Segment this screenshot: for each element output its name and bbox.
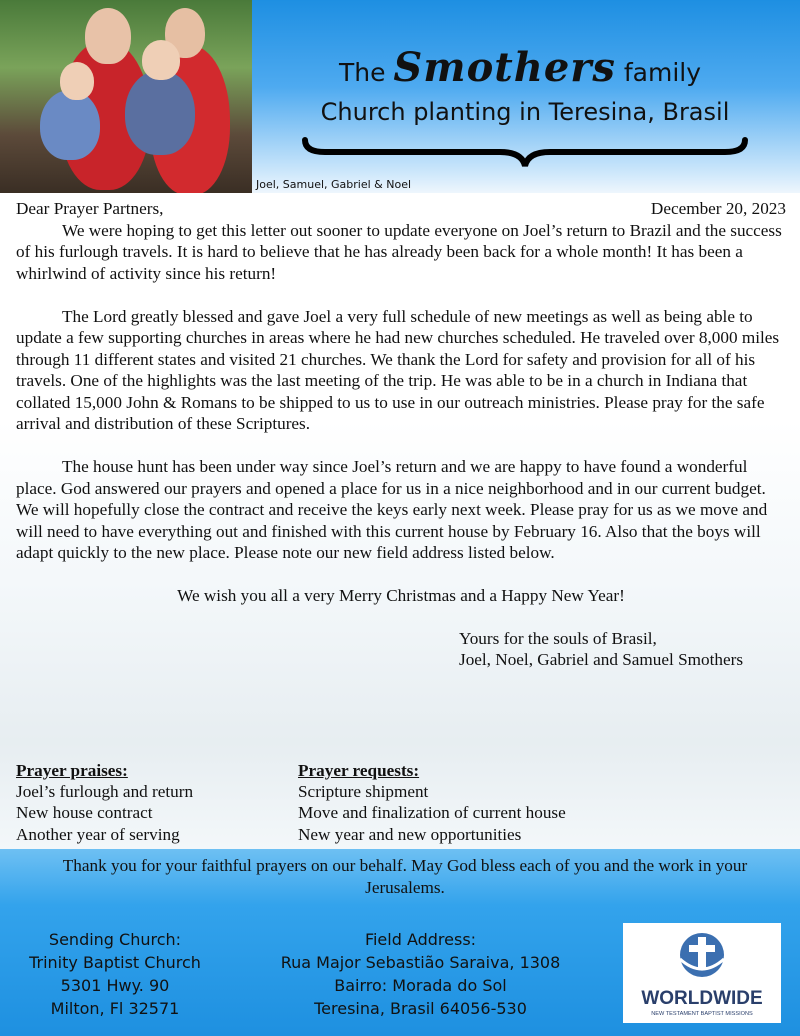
field-line: Teresina, Brasil 64056-530 xyxy=(314,999,527,1018)
letter-body xyxy=(16,198,786,671)
photo-figure xyxy=(142,40,180,80)
photo-figure xyxy=(40,90,100,160)
prayer-praises xyxy=(16,760,193,845)
logo-subtext: NEW TESTAMENT BAPTIST MISSIONS xyxy=(651,1011,753,1017)
prayer-requests xyxy=(298,760,566,845)
title-family: family xyxy=(623,58,702,87)
paragraph: The Lord greatly blessed and gave Joel a very full schedule of new meetings as well as being able to update a few supporting churches in areas where he had new churches scheduled. He traveled over 8,000 miles through 11 different states and visited 21 churches. We thank the Lord for safety and provision for all of his travels. One of the highlights was the last meeting of the trip. He was able to be in a church in Indiana that collated 15,000 John & Romans to be shipped to us to use in our outreach ministries. Please pray for the safe arrival and distribution of these Scriptures. xyxy=(16,306,780,433)
photo-caption: Joel, Samuel, Gabriel & Noel xyxy=(256,178,412,191)
salutation: Dear Prayer Partners, xyxy=(16,199,164,218)
thanks-note: Thank you for your faithful prayers on our behalf. May God bless each of you and the work in your Jerusalems. xyxy=(62,856,748,897)
title-surname: Smothers xyxy=(393,44,616,91)
salutation-row xyxy=(16,198,786,220)
photo-figure xyxy=(85,8,131,64)
sending-church xyxy=(10,928,220,1020)
christmas-wish: We wish you all a very Merry Christmas and a Happy New Year! xyxy=(177,586,625,605)
family-title xyxy=(300,44,740,91)
photo-figure xyxy=(125,70,195,155)
logo-text: WORLDWIDE xyxy=(641,988,763,1009)
sending-line: Milton, Fl 32571 xyxy=(50,999,180,1018)
bible-cross-icon xyxy=(623,923,781,1023)
praises-heading: Prayer praises: xyxy=(16,761,128,780)
field-address xyxy=(258,928,583,1020)
photo-figure xyxy=(60,62,94,100)
signature: Joel, Noel, Gabriel and Samuel Smothers xyxy=(459,650,744,669)
list-item: Scripture shipment xyxy=(298,782,429,802)
field-line: Bairro: Morada do Sol xyxy=(334,976,507,995)
paragraph: The house hunt has been under way since Joel’s return and we are happy to have found a wonderful place. God answered our prayers and opened a place for us in a nice neighborhood and in our current budget. We will hopefully close the contract and receive the keys early next week. Please pray for us as we move and will need to have everything out and finished with this current house by February 16. Also that the boys will adapt quickly to the new place. Please note our new field address listed below. xyxy=(16,457,768,562)
sending-line: Trinity Baptist Church xyxy=(29,953,201,972)
paragraph: We were hoping to get this letter out sooner to update everyone on Joel’s return to Brazil and the success of his furlough travels. It is hard to believe that he has already been back for a whole month! It has been a whirlwind of activity since his return! xyxy=(16,220,782,283)
family-photo xyxy=(0,0,252,193)
sending-heading: Sending Church: xyxy=(48,930,182,949)
list-item: Joel’s furlough and return xyxy=(16,782,194,802)
title-the: The xyxy=(338,58,386,87)
list-item: New house contract xyxy=(16,803,153,823)
field-line: Rua Major Sebastião Saraiva, 1308 xyxy=(280,953,561,972)
letter-date: December 20, 2023 xyxy=(650,199,786,218)
list-item: Move and finalization of current house xyxy=(298,803,566,823)
requests-heading: Prayer requests: xyxy=(298,761,420,780)
sending-line: 5301 Hwy. 90 xyxy=(60,976,170,995)
closing-line: Yours for the souls of Brasil, xyxy=(459,628,657,648)
list-item: Another year of serving xyxy=(16,824,180,844)
brace-decoration xyxy=(300,130,750,170)
field-heading: Field Address: xyxy=(364,930,477,949)
worldwide-logo xyxy=(623,923,781,1023)
subtitle: Church planting in Teresina, Brasil xyxy=(320,98,730,126)
list-item: New year and new opportunities xyxy=(298,824,522,844)
closing xyxy=(459,628,786,671)
